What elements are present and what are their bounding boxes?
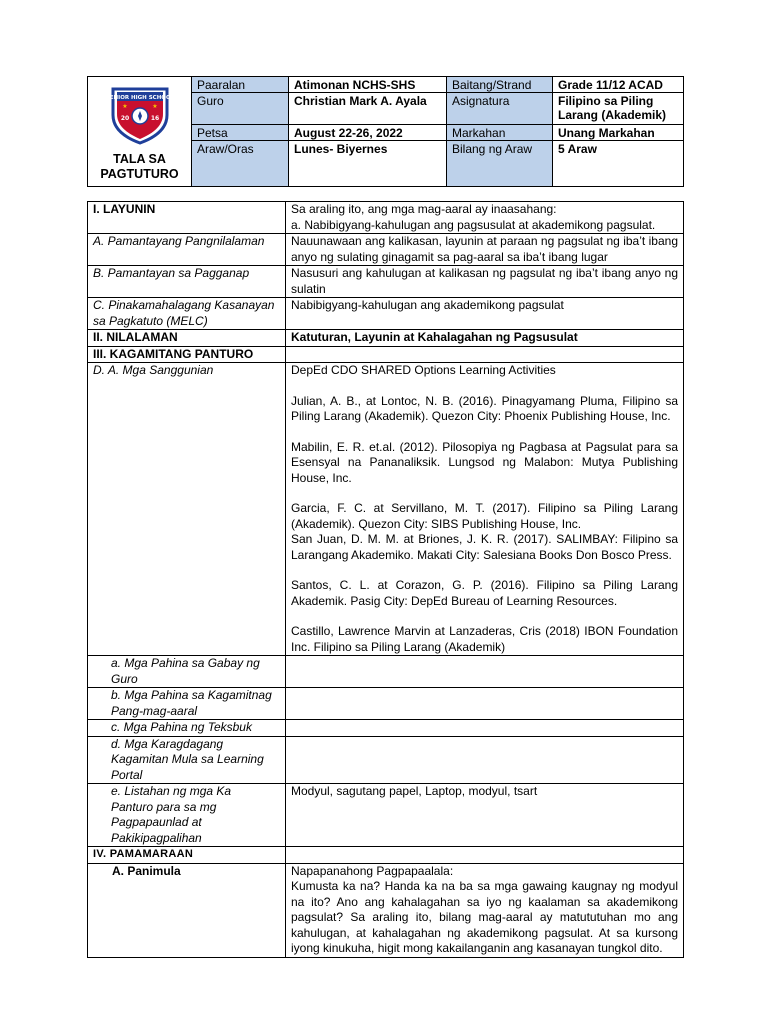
header-label: Araw/Oras bbox=[192, 141, 289, 187]
panimula-heading: Napapanahong Pagpapaalala: bbox=[291, 863, 454, 878]
doc-title: TALA SA PAGTUTURO bbox=[100, 152, 179, 181]
section-value bbox=[286, 346, 684, 363]
sub-item-label: d. Mga Karagdagang Kagamitan Mula sa Learning Portal bbox=[88, 736, 286, 784]
header-label: Markahan bbox=[447, 125, 553, 141]
header-value: Unang Markahan bbox=[553, 125, 684, 141]
reference-item: Garcia, F. C. at Servillano, M. T. (2017). Filipino sa Piling Larang (Akademik). Quezon City: SIBS Publishing House, Inc. bbox=[291, 501, 678, 531]
row-sub-item bbox=[88, 688, 684, 720]
section-value bbox=[286, 202, 684, 234]
sub-item-label: c. Mga Pahina ng Teksbuk bbox=[88, 720, 286, 737]
row-sanggunian bbox=[88, 363, 684, 656]
header-label: Baitang/Strand bbox=[447, 77, 553, 93]
reference-item: Castillo, Lawrence Marvin at Lanzaderas, Cris (2018) IBON Foundation Inc. Filipino sa Piling Larang (Akademik) bbox=[291, 624, 678, 654]
section-label: IV. PAMAMARAAN bbox=[88, 847, 286, 864]
header-value: Atimonan NCHS-SHS bbox=[289, 77, 447, 93]
section-value bbox=[286, 863, 684, 957]
logo-text: SENIOR HIGH SCHOOL bbox=[105, 95, 174, 101]
header-label: Petsa bbox=[192, 125, 289, 141]
panimula-body: Kumusta ka na? Handa ka na ba sa mga gawaing kaugnay ng modyul na ito? Ano ang kahalagahan sa iyo ng kaalaman sa akademikong pagsulat? Sa araling ito, bilang mag-aaral ay matututuhan mo ang kahulugan, at kahalagahan ng akademikong pagsulat. At sa kursong iyong kinukuha, higit mong kakailanganin ang kasanayan tungkol dito. bbox=[291, 879, 678, 955]
row-sub-item bbox=[88, 736, 684, 784]
section-value: Nasusuri ang kahulugan at kalikasan ng pagsulat ng iba’t ibang anyo ng sulatin bbox=[286, 266, 684, 298]
header-value: Grade 11/12 ACAD bbox=[553, 77, 684, 93]
row-sub-item bbox=[88, 720, 684, 737]
section-label: A. Panimula bbox=[88, 863, 286, 957]
school-logo-cell bbox=[88, 77, 192, 187]
row-melc bbox=[88, 298, 684, 330]
section-label: A. Pamantayang Pangnilalaman bbox=[88, 234, 286, 266]
section-value: Nauunawaan ang kalikasan, layunin at paraan ng pagsulat ng iba’t ibang anyo ng sulating ginagamit sa pag-aaral sa iba’t ibang lugar bbox=[286, 234, 684, 266]
sub-item-value bbox=[286, 720, 684, 737]
header-label: Guro bbox=[192, 93, 289, 125]
reference-item: Santos, C. L. at Corazon, G. P. (2016). Filipino sa Piling Larang Akademik. Pasig City: DepEd Bureau of Learning Resources. bbox=[291, 578, 678, 608]
header-value: Lunes- Biyernes bbox=[289, 141, 447, 187]
svg-text:★: ★ bbox=[121, 104, 128, 110]
section-value bbox=[286, 847, 684, 864]
sub-item-label: e. Listahan ng mga Ka Panturo para sa mg Pagpapaunlad at Pakikipagpalihan bbox=[88, 784, 286, 847]
sub-item-label: a. Mga Pahina sa Gabay ng Guro bbox=[88, 656, 286, 688]
section-label: C. Pinakamahalagang Kasanayan sa Pagkatuto (MELC) bbox=[88, 298, 286, 330]
header-value: August 22-26, 2022 bbox=[289, 125, 447, 141]
lesson-table bbox=[87, 201, 684, 958]
reference-item: DepEd CDO SHARED Options Learning Activities bbox=[291, 363, 556, 377]
logo-year-left: 20 bbox=[120, 115, 129, 122]
references-cell bbox=[286, 363, 684, 656]
header-value: 5 Araw bbox=[553, 141, 684, 187]
row-pamantayang-pangnilalaman bbox=[88, 234, 684, 266]
section-label: I. LAYUNIN bbox=[88, 202, 286, 234]
row-panimula bbox=[88, 863, 684, 957]
header-value: Filipino sa Piling Larang (Akademik) bbox=[553, 93, 684, 125]
header-label: Bilang ng Araw bbox=[447, 141, 553, 187]
reference-item: San Juan, D. M. M. at Briones, J. K. R. (2017). SALIMBAY: Filipino sa Larangang Akademiko. Makati City: Salesiana Books Don Bosco Press. bbox=[291, 532, 678, 562]
school-seal-icon bbox=[105, 83, 175, 145]
row-kagamitan bbox=[88, 346, 684, 363]
sub-item-value bbox=[286, 656, 684, 688]
section-label: III. KAGAMITANG PANTURO bbox=[88, 346, 286, 363]
row-sub-item bbox=[88, 784, 684, 847]
row-sub-item bbox=[88, 656, 684, 688]
section-label: II. NILALAMAN bbox=[88, 330, 286, 347]
row-nilalaman bbox=[88, 330, 684, 347]
header-label: Paaralan bbox=[192, 77, 289, 93]
section-label: B. Pamantayan sa Pagganap bbox=[88, 266, 286, 298]
sub-item-value bbox=[286, 736, 684, 784]
row-pamamaraan bbox=[88, 847, 684, 864]
sub-item-label: b. Mga Pahina sa Kagamitnag Pang-mag-aaral bbox=[88, 688, 286, 720]
sub-item-value bbox=[286, 688, 684, 720]
section-label: D. A. Mga Sanggunian bbox=[88, 363, 286, 656]
row-layunin bbox=[88, 202, 684, 234]
layunin-line1: Sa araling ito, ang mga mag-aaral ay inaasahang: bbox=[291, 202, 557, 216]
layunin-line2: a. Nabibigyang-kahulugan ang pagsusulat at akademikong pagsulat. bbox=[291, 217, 656, 232]
section-value: Nabibigyang-kahulugan ang akademikong pagsulat bbox=[286, 298, 684, 330]
reference-item: Mabilin, E. R. et.al. (2012). Pilosopiya ng Pagbasa at Pagsulat para sa Esensyal na Pananaliksik. Lungsod ng Malabon: Mutya Publishing House, Inc. bbox=[291, 439, 678, 485]
svg-text:★: ★ bbox=[151, 104, 158, 110]
header-table bbox=[87, 76, 684, 187]
header-value: Christian Mark A. Ayala bbox=[289, 93, 447, 125]
logo-year-right: 16 bbox=[150, 115, 159, 122]
sub-item-value: Modyul, sagutang papel, Laptop, modyul, tsart bbox=[286, 784, 684, 847]
section-value: Katuturan, Layunin at Kahalagahan ng Pagsusulat bbox=[286, 330, 684, 347]
row-pamantayan-pagganap bbox=[88, 266, 684, 298]
reference-item: Julian, A. B., at Lontoc, N. B. (2016). Pinagyamang Pluma, Filipino sa Piling Larang (Akademik). Quezon City: Phoenix Publishing House, Inc. bbox=[291, 393, 678, 423]
header-label: Asignatura bbox=[447, 93, 553, 125]
